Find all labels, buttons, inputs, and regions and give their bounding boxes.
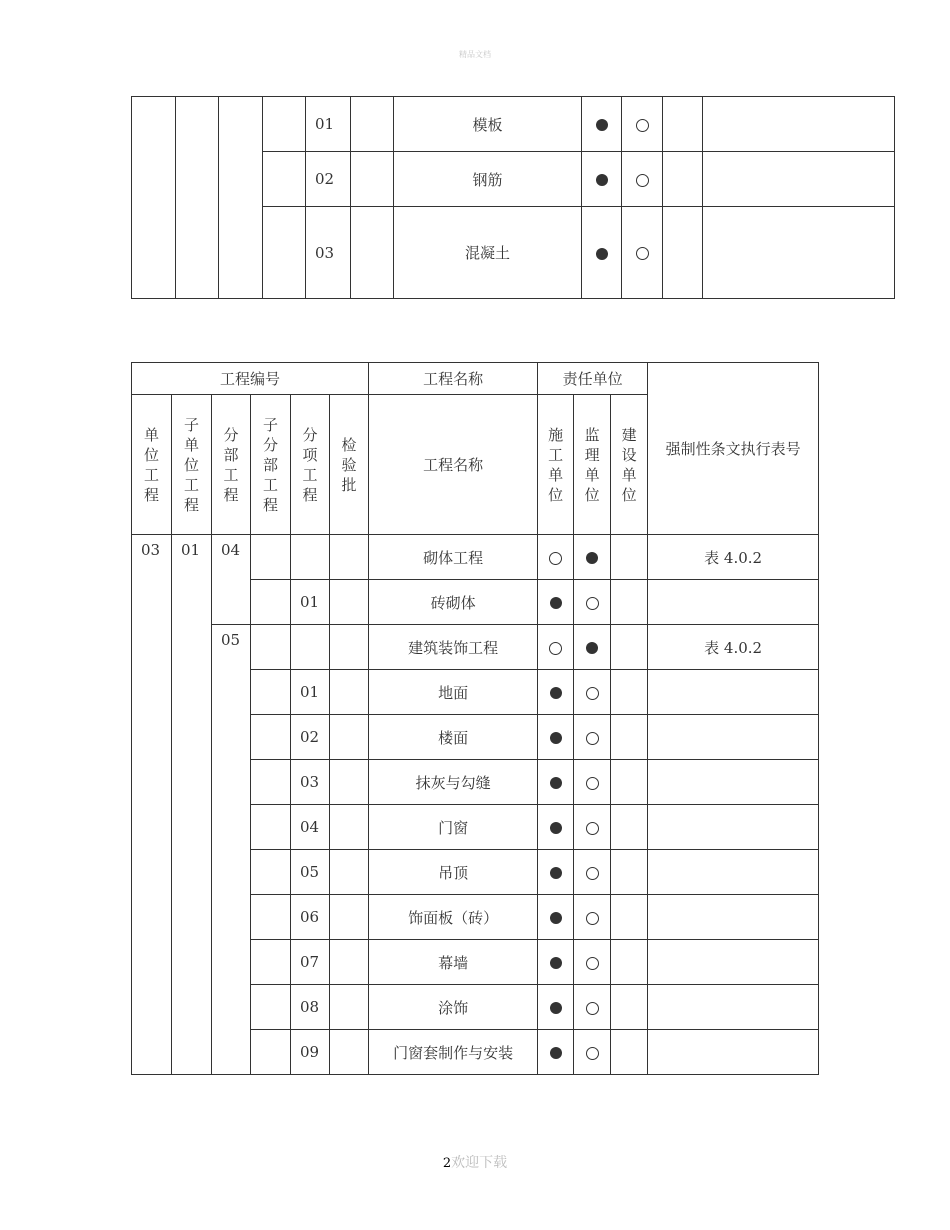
empty-cell [330,850,369,895]
vertical-char: 验 [341,455,357,474]
item-name: 门窗套制作与安装 [369,1030,538,1075]
division-code: 04 [212,535,251,625]
mandatory-table-number [648,760,819,805]
filled-circle-icon [550,1047,562,1059]
filled-circle-icon [550,687,562,699]
item-name: 门窗 [369,805,538,850]
empty-cell [351,152,394,207]
vertical-char: 位 [143,445,159,464]
empty-cell [132,97,176,299]
empty-cell [251,535,291,580]
vertical-char: 工 [143,465,159,484]
vertical-char: 程 [183,495,199,514]
item-code: 03 [306,207,351,299]
item-code: 02 [306,152,351,207]
vertical-char: 位 [548,485,564,504]
division-code: 05 [212,625,251,1075]
construction-unit-cell [538,850,574,895]
header-watermark: 精品文档 [459,50,491,59]
construction-unit-cell [538,1030,574,1075]
header-division-project [212,395,251,535]
open-circle-icon [586,1002,599,1015]
supervision-unit-cell [622,97,663,152]
header-unit-project [132,395,172,535]
empty-cell [263,97,306,152]
item-code: 01 [291,580,330,625]
filled-circle-icon [550,957,562,969]
empty-cell [251,985,291,1030]
supervision-unit-cell [574,1030,611,1075]
item-code: 03 [291,760,330,805]
supervision-unit-cell [574,715,611,760]
vertical-char: 单 [621,465,637,484]
vertical-char: 批 [341,475,357,494]
building-unit-cell [611,625,648,670]
header-mandatory-table: 强制性条文执行表号 [648,363,819,535]
vertical-char: 位 [584,485,600,504]
item-name: 涂饰 [369,985,538,1030]
header-sub-division-project [251,395,291,535]
construction-unit-cell [538,715,574,760]
construction-unit-cell [538,940,574,985]
page-footer [0,1152,950,1172]
empty-cell [703,152,895,207]
mandatory-table-number [648,805,819,850]
supervision-unit-cell [574,985,611,1030]
vertical-char: 分 [223,425,239,444]
open-circle-icon [586,1047,599,1060]
filled-circle-icon [550,912,562,924]
empty-cell [251,895,291,940]
mandatory-table-number [648,670,819,715]
item-name: 幕墙 [369,940,538,985]
building-unit-cell [611,715,648,760]
building-unit-cell [611,940,648,985]
construction-unit-cell [538,760,574,805]
empty-cell [176,97,219,299]
empty-cell [663,152,703,207]
open-circle-icon [586,957,599,970]
vertical-char: 部 [223,445,239,464]
empty-cell [330,670,369,715]
vertical-char: 单 [143,425,159,444]
empty-cell [663,207,703,299]
header-sub-unit-project [172,395,212,535]
item-code: 09 [291,1030,330,1075]
vertical-char: 建 [621,425,637,444]
vertical-char: 程 [262,495,278,514]
construction-unit-cell [538,535,574,580]
building-unit-cell [611,760,648,805]
item-name: 砌体工程 [369,535,538,580]
item-name: 砖砌体 [369,580,538,625]
open-circle-icon [586,912,599,925]
project-division-table [131,362,819,1075]
empty-cell [219,97,263,299]
construction-unit-cell [538,985,574,1030]
filled-circle-icon [550,597,562,609]
mandatory-table-number [648,985,819,1030]
filled-circle-icon [586,642,598,654]
empty-cell [663,97,703,152]
table-row [132,625,819,670]
empty-cell [330,895,369,940]
empty-cell [251,1030,291,1075]
supervision-unit-cell [622,207,663,299]
empty-cell [351,207,394,299]
empty-cell [703,207,895,299]
supervision-unit-cell [574,805,611,850]
empty-cell [251,715,291,760]
item-code: 04 [291,805,330,850]
item-code: 07 [291,940,330,985]
filled-circle-icon [586,552,598,564]
open-circle-icon [549,642,562,655]
page-number: 2 [442,1156,452,1171]
supervision-unit-cell [574,940,611,985]
vertical-char: 位 [183,455,199,474]
vertical-char: 单 [183,435,199,454]
building-unit-cell [611,850,648,895]
supervision-unit-cell [574,670,611,715]
empty-cell [251,940,291,985]
vertical-char: 理 [584,445,600,464]
welcome-text: 欢迎下载 [451,1155,508,1171]
empty-cell [251,625,291,670]
construction-unit-cell [582,97,622,152]
supervision-unit-cell [574,760,611,805]
empty-cell [351,97,394,152]
open-circle-icon [586,732,599,745]
filled-circle-icon [550,777,562,789]
empty-cell [251,805,291,850]
filled-circle-icon [550,732,562,744]
header-supervision-unit [574,395,611,535]
vertical-char: 单 [548,465,564,484]
mandatory-table-number [648,1030,819,1075]
item-code: 08 [291,985,330,1030]
building-unit-cell [611,535,648,580]
empty-cell [251,670,291,715]
item-name: 钢筋 [394,152,582,207]
header-project-number: 工程编号 [132,363,369,395]
empty-cell [330,1030,369,1075]
supervision-unit-cell [574,625,611,670]
building-unit-cell [611,805,648,850]
supervision-unit-cell [574,850,611,895]
vertical-char: 项 [302,445,318,464]
empty-cell [330,985,369,1030]
construction-unit-cell [538,895,574,940]
unit-code: 03 [132,535,172,1075]
open-circle-icon [586,687,599,700]
vertical-char: 程 [223,485,239,504]
table-row [132,97,895,152]
item-code: 01 [306,97,351,152]
header-construction-unit [538,395,574,535]
construction-unit-cell [582,207,622,299]
open-circle-icon [586,597,599,610]
filled-circle-icon [550,822,562,834]
filled-circle-icon [596,248,608,260]
construction-unit-cell [538,670,574,715]
item-code: 01 [291,670,330,715]
vertical-char: 分 [262,435,278,454]
item-code [291,535,330,580]
empty-cell [251,850,291,895]
vertical-char: 设 [621,445,637,464]
vertical-char: 子 [262,415,278,434]
header-item-project [291,395,330,535]
item-name: 吊顶 [369,850,538,895]
mandatory-table-number [648,580,819,625]
construction-unit-cell [538,805,574,850]
empty-cell [251,580,291,625]
vertical-char: 工 [548,445,564,464]
item-name: 建筑装饰工程 [369,625,538,670]
vertical-char: 监 [584,425,600,444]
item-code: 05 [291,850,330,895]
vertical-char: 部 [262,455,278,474]
vertical-char: 程 [302,485,318,504]
item-name: 模板 [394,97,582,152]
empty-cell [330,715,369,760]
open-circle-icon [636,247,649,260]
supervision-unit-cell [622,152,663,207]
empty-cell [263,152,306,207]
mandatory-table-number [648,715,819,760]
construction-unit-cell [582,152,622,207]
open-circle-icon [586,822,599,835]
header-inspection-lot [330,395,369,535]
item-code: 02 [291,715,330,760]
supervision-unit-cell [574,895,611,940]
header-project-name: 工程名称 [369,363,538,395]
table-row [132,535,819,580]
top-table [131,96,895,299]
item-code [291,625,330,670]
vertical-char: 位 [621,485,637,504]
empty-cell [330,535,369,580]
open-circle-icon [586,777,599,790]
filled-circle-icon [596,174,608,186]
header-building-unit [611,395,648,535]
open-circle-icon [636,174,649,187]
building-unit-cell [611,1030,648,1075]
vertical-char: 程 [143,485,159,504]
building-unit-cell [611,985,648,1030]
header-responsible-unit: 责任单位 [538,363,648,395]
item-name: 地面 [369,670,538,715]
mandatory-table-number [648,940,819,985]
filled-circle-icon [596,119,608,131]
vertical-char: 施 [548,425,564,444]
vertical-char: 工 [302,465,318,484]
empty-cell [251,760,291,805]
mandatory-table-number: 表 4.0.2 [648,535,819,580]
mandatory-table-number: 表 4.0.2 [648,625,819,670]
empty-cell [330,625,369,670]
mandatory-table-number [648,895,819,940]
supervision-unit-cell [574,580,611,625]
empty-cell [703,97,895,152]
empty-cell [330,760,369,805]
item-name: 饰面板（砖） [369,895,538,940]
building-unit-cell [611,580,648,625]
empty-cell [330,940,369,985]
vertical-char: 检 [341,435,357,454]
open-circle-icon [636,119,649,132]
construction-unit-cell [538,580,574,625]
open-circle-icon [549,552,562,565]
building-unit-cell [611,670,648,715]
vertical-char: 工 [262,475,278,494]
open-circle-icon [586,867,599,880]
filled-circle-icon [550,867,562,879]
vertical-char: 分 [302,425,318,444]
construction-unit-cell [538,625,574,670]
mandatory-table-number [648,850,819,895]
header-project-name-sub: 工程名称 [369,395,538,535]
sub-unit-code: 01 [172,535,212,1075]
item-name: 抹灰与勾缝 [369,760,538,805]
filled-circle-icon [550,1002,562,1014]
empty-cell [263,207,306,299]
vertical-char: 工 [183,475,199,494]
supervision-unit-cell [574,535,611,580]
item-code: 06 [291,895,330,940]
item-name: 楼面 [369,715,538,760]
building-unit-cell [611,895,648,940]
empty-cell [330,805,369,850]
empty-cell [330,580,369,625]
vertical-char: 子 [183,415,199,434]
vertical-char: 单 [584,465,600,484]
item-name: 混凝土 [394,207,582,299]
vertical-char: 工 [223,465,239,484]
